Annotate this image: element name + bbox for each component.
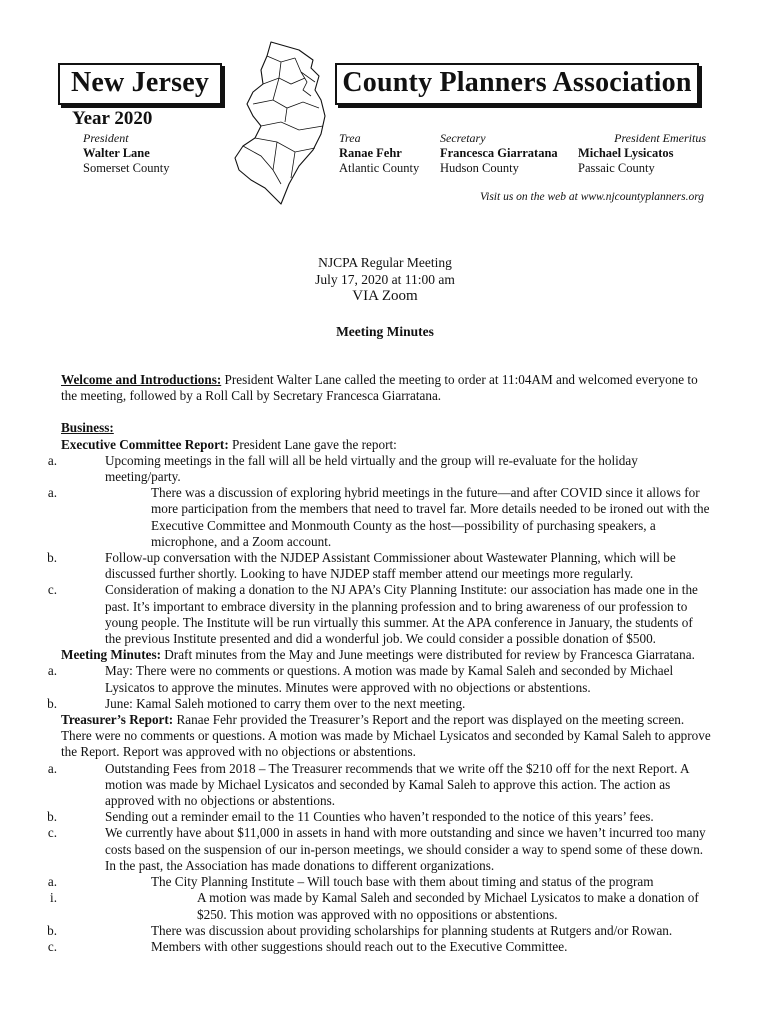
tr-text: Ranae Fehr provided the Treasurer’s Report and the report was displayed on the meeting screen. There were no comments or questions. A motion was made by Michael Lysicatos and seconded by Kamal Saleh to approve the Report. Report was approved with no objections or abstentions. bbox=[61, 712, 711, 760]
meeting-title: NJCPA Regular Meeting bbox=[318, 255, 452, 270]
list-item: a. Outstanding Fees from 2018 – The Treasurer recommends that we write off the $210 off for the next Report. A motion was made by Michael Lysicatos and seconded by Kamal Saleh to approve this action. The action as approved with no objections or abstentions. bbox=[47, 760, 689, 809]
officer-name: Ranae Fehr bbox=[339, 146, 402, 160]
welcome-text: President Walter Lane called the meeting to order at 11:04AM and welcomed everyone to the meeting, followed by a Roll Call by Secretary Francesca Giarratana. bbox=[61, 372, 698, 404]
welcome-paragraph bbox=[61, 372, 711, 404]
tr-heading: Treasurer’s Report: bbox=[61, 712, 174, 728]
treasurer-paragraph bbox=[61, 712, 711, 761]
meeting-minutes-paragraph bbox=[61, 647, 711, 663]
business-heading: Business: bbox=[61, 420, 114, 436]
new-jersey-map-icon bbox=[229, 38, 339, 210]
officer-name: Francesca Giarratana bbox=[440, 146, 558, 160]
list-item: b. Follow-up conversation with the NJDEP Assistant Commissioner about Wastewater Planning, which will be discussed further shortly. Looking to have NJDEP staff member attend our meetings more regularly. bbox=[47, 550, 676, 582]
list-item: c. Consideration of making a donation to the NJ APA’s City Planning Institute: our association has made one in the past. It’s important to embrace diversity in the planning profession and to bring awareness of our profession to young people. The Institute will be run virtually this summer. At the APA conference in January, the students of the previous Institute presented and did a wonderful job. We could consider a possible donation of $500. bbox=[47, 582, 698, 647]
list-item: c. We currently have about $11,000 in assets in hand with more outstanding and since we haven’t incurred too many costs based on the suspension of our in-person meetings, we should consider a way to spend some of these down. In the past, the Association has made donations to different organizations. bbox=[47, 825, 706, 873]
exec-text: President Lane gave the report: bbox=[228, 436, 397, 452]
list-item: a. May: There were no comments or questions. A motion was made by Kamal Saleh and seconded by Michael Lysicatos to approve the minutes. Minutes were approved with no objections or abstentions. bbox=[47, 663, 674, 695]
mm-heading: Meeting Minutes: bbox=[61, 647, 161, 663]
list-item: b. June: Kamal Saleh motioned to carry them over to the next meeting. bbox=[47, 695, 466, 711]
mm-text: Draft minutes from the May and June meetings were distributed for review by Francesca Giarratana. bbox=[160, 647, 695, 663]
officer-president bbox=[83, 131, 169, 176]
minutes-body bbox=[47, 372, 711, 955]
officer-president-emeritus bbox=[578, 131, 716, 176]
list-item: c. Members with other suggestions should reach out to the Executive Committee. bbox=[47, 938, 568, 954]
title-box-right bbox=[335, 63, 699, 105]
list-item: b. There was discussion about providing scholarships for planning students at Rutgers and/or Rowan. bbox=[47, 922, 673, 938]
list-item: b. Sending out a reminder email to the 11 Counties who haven’t responded to the notice of this years’ fees. bbox=[47, 809, 654, 825]
document-title: Meeting Minutes bbox=[336, 324, 434, 339]
officer-name: Michael Lysicatos bbox=[578, 146, 674, 160]
officer-treasurer bbox=[339, 131, 419, 176]
officer-role: President Emeritus bbox=[614, 131, 706, 145]
exec-paragraph bbox=[61, 437, 711, 453]
org-title-left: New Jersey bbox=[70, 67, 210, 98]
list-item: i. A motion was made by Kamal Saleh and seconded by Michael Lysicatos to make a donation of $250. This motion was approved with no oppositions or abstentions. bbox=[50, 890, 699, 922]
officer-role: Secretary bbox=[440, 131, 486, 145]
website-note: Visit us on the web at www.njcountyplanners.org bbox=[479, 191, 704, 203]
officer-role: Trea bbox=[339, 131, 361, 145]
officer-county: Somerset County bbox=[83, 161, 170, 175]
officer-county: Atlantic County bbox=[339, 161, 420, 175]
org-title-right: County Planners Association bbox=[342, 67, 692, 98]
welcome-heading: Welcome and Introductions: bbox=[61, 372, 222, 387]
officer-secretary bbox=[440, 131, 558, 176]
meeting-datetime: July 17, 2020 at 11:00 am bbox=[315, 272, 455, 287]
exec-heading: Executive Committee Report: bbox=[61, 436, 229, 452]
officer-name: Walter Lane bbox=[83, 146, 150, 160]
officer-role: President bbox=[83, 131, 129, 145]
title-box-left bbox=[58, 63, 222, 105]
officer-county: Hudson County bbox=[440, 161, 519, 175]
year-label: Year 2020 bbox=[72, 108, 153, 129]
list-item: a. There was a discussion of exploring hybrid meetings in the future—and after COVID since it allows for more participation from the members that need to travel far. More details needed to be ironed out with the Executive Committee and Monmouth County as the host—possibility of purchasing speakers, a microphone, and a Zoom account. bbox=[47, 485, 710, 549]
list-item: a. Upcoming meetings in the fall will all be held virtually and the group will re-evaluate for the holiday meeting/party. bbox=[47, 452, 638, 485]
list-item: a. The City Planning Institute – Will touch base with them about timing and status of the program bbox=[47, 874, 654, 890]
meeting-venue: VIA Zoom bbox=[352, 288, 418, 304]
officer-county: Passaic County bbox=[578, 161, 655, 175]
